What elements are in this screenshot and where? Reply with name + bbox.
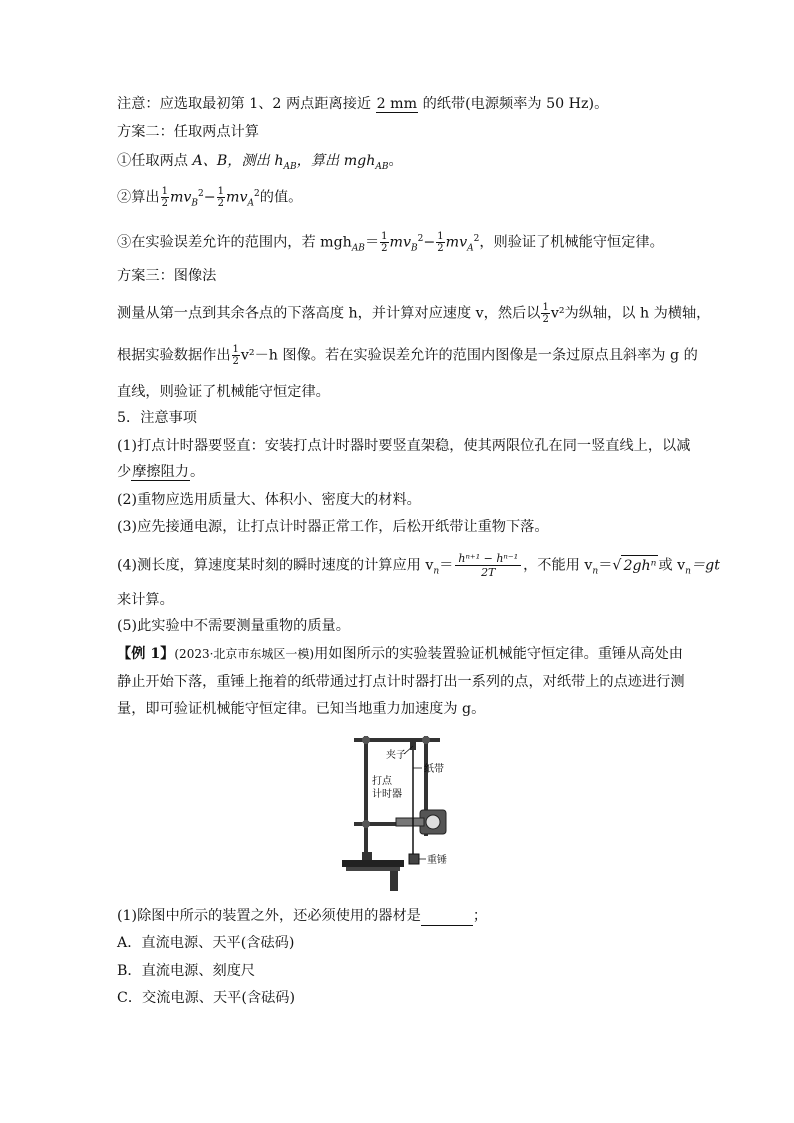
fraction-half: $\frac{1}{2}$ xyxy=(217,186,225,209)
clamp-knob xyxy=(362,736,370,744)
example-line2: 静止开始下落，重锤上拖着的纸带通过打点计时器打出一系列的点，对纸带上的点迹进行测 xyxy=(117,674,685,690)
precaution-4: (4)测长度，算速度某时刻的瞬时速度的计算应用 $v_n=$ $\frac{\text{hⁿ⁺¹ − hⁿ⁻¹}}{2T}$ ，不能用 $v_n=√$ 2ghⁿ 或 $v_n=gt$ xyxy=(117,552,720,579)
plan3-line1: 测量从第一点到其余各点的下落高度 h，并计算对应速度 v，然后以 $\frac{1}{2}$ v²为纵轴，以 h 为横轴， xyxy=(117,302,711,325)
underlined-term: 摩擦阻力 xyxy=(132,464,189,480)
plan2-step2: ②算出 $\frac{1}{2}$ $mv_B^2-$ $\frac{1}{2}$ $mv_A^2$的值。 xyxy=(117,186,303,209)
plan3-line3: 直线，则验证了机械能守恒定律。 xyxy=(117,384,330,400)
precaution-1a: (1)打点计时器要竖直：安装打点计时器时要竖直架稳，使其两限位孔在同一竖直线上，以减 xyxy=(117,438,691,454)
label-weight: 重锤 xyxy=(427,855,447,866)
plan2-step3: ③在实验误差允许的范围内，若 mgh$_{AB}$＝ $\frac{1}{2}$ $mv_B^2-$ $\frac{1}{2}$ $mv_A^2$，则验证了机械能守恒定律。 xyxy=(117,231,664,254)
apparatus-figure xyxy=(340,728,460,896)
note-prefix: 注意： xyxy=(117,96,160,112)
plan3-line2: 根据实验数据作出 $\frac{1}{2}$ v²－h 图像。若在实验误差允许的范围内图像是一条过原点且斜率为 g 的 xyxy=(117,344,698,367)
label-timer-1: 打点 xyxy=(372,776,392,787)
precautions-heading: 5．注意事项 xyxy=(117,410,197,426)
example-tag: 【例 1】 xyxy=(117,646,175,662)
stand-rod-left xyxy=(364,736,368,860)
timer-arm xyxy=(396,818,424,826)
sqrt-expression: 2ghⁿ xyxy=(621,555,658,576)
fraction-half: $\frac{1}{2}$ xyxy=(161,186,168,209)
plan2-step1: ①任取两点 A、B，测出 $h_{AB}$，算出 mgh$_{AB}$。 xyxy=(117,153,403,172)
option-b[interactable]: B．直流电源、刻度尺 xyxy=(117,963,256,979)
label-clip: 夹子 xyxy=(386,750,406,761)
fraction-half: $\frac{1}{2}$ xyxy=(381,231,388,254)
fraction-half: $\frac{1}{2}$ xyxy=(542,302,549,325)
base-top xyxy=(342,860,404,867)
answer-blank[interactable] xyxy=(421,911,473,926)
label-tape: 纸带 xyxy=(424,764,444,775)
precaution-1b: 少摩擦阻力。 xyxy=(117,464,205,480)
example-source: (2023·北京市东城区一模) xyxy=(174,647,315,661)
example-line1: 【例 1】(2023·北京市东城区一模)用如图所示的实验装置验证机械能守恒定律。重锤从高处由 xyxy=(117,646,683,662)
base-plate xyxy=(346,867,400,871)
label-timer-2: 计时器 xyxy=(372,789,402,800)
velocity-fraction: $\frac{\text{hⁿ⁺¹ − hⁿ⁻¹}}{2T}$ xyxy=(455,552,521,579)
plan3-heading: 方案三：图像法 xyxy=(117,268,217,284)
note-line: 注意：应选取最初第 1、2 两点距离接近 2 mm 的纸带(电源频率为 50 Hz)。 xyxy=(117,96,609,112)
precaution-2: (2)重物应选用质量大、体积小、密度大的材料。 xyxy=(117,492,421,508)
fraction-half: $\frac{1}{2}$ xyxy=(437,231,444,254)
option-c[interactable]: C．交流电源、天平(含砝码) xyxy=(117,990,295,1006)
question-1: (1)除图中所示的装置之外，还必须使用的器材是 ； xyxy=(117,908,488,924)
precaution-5: (5)此实验中不需要测量重物的质量。 xyxy=(117,618,350,634)
plan2-heading: 方案二：任取两点计算 xyxy=(117,124,259,140)
precaution-4-cont: 来计算。 xyxy=(117,592,174,608)
weight xyxy=(409,854,419,864)
example-line3: 量，即可验证机械能守恒定律。已知当地重力加速度为 g。 xyxy=(117,701,486,717)
clamp-knob xyxy=(362,820,370,828)
precaution-3: (3)应先接通电源，让打点计时器正常工作，后松开纸带让重物下落。 xyxy=(117,519,549,535)
timer-coil xyxy=(426,815,440,829)
option-a[interactable]: A．直流电源、天平(含砝码) xyxy=(117,935,295,951)
clamp-knob xyxy=(422,736,430,744)
note-underline: 2 mm xyxy=(376,96,418,112)
base-leg xyxy=(390,871,398,891)
fraction-half: $\frac{1}{2}$ xyxy=(232,344,239,367)
